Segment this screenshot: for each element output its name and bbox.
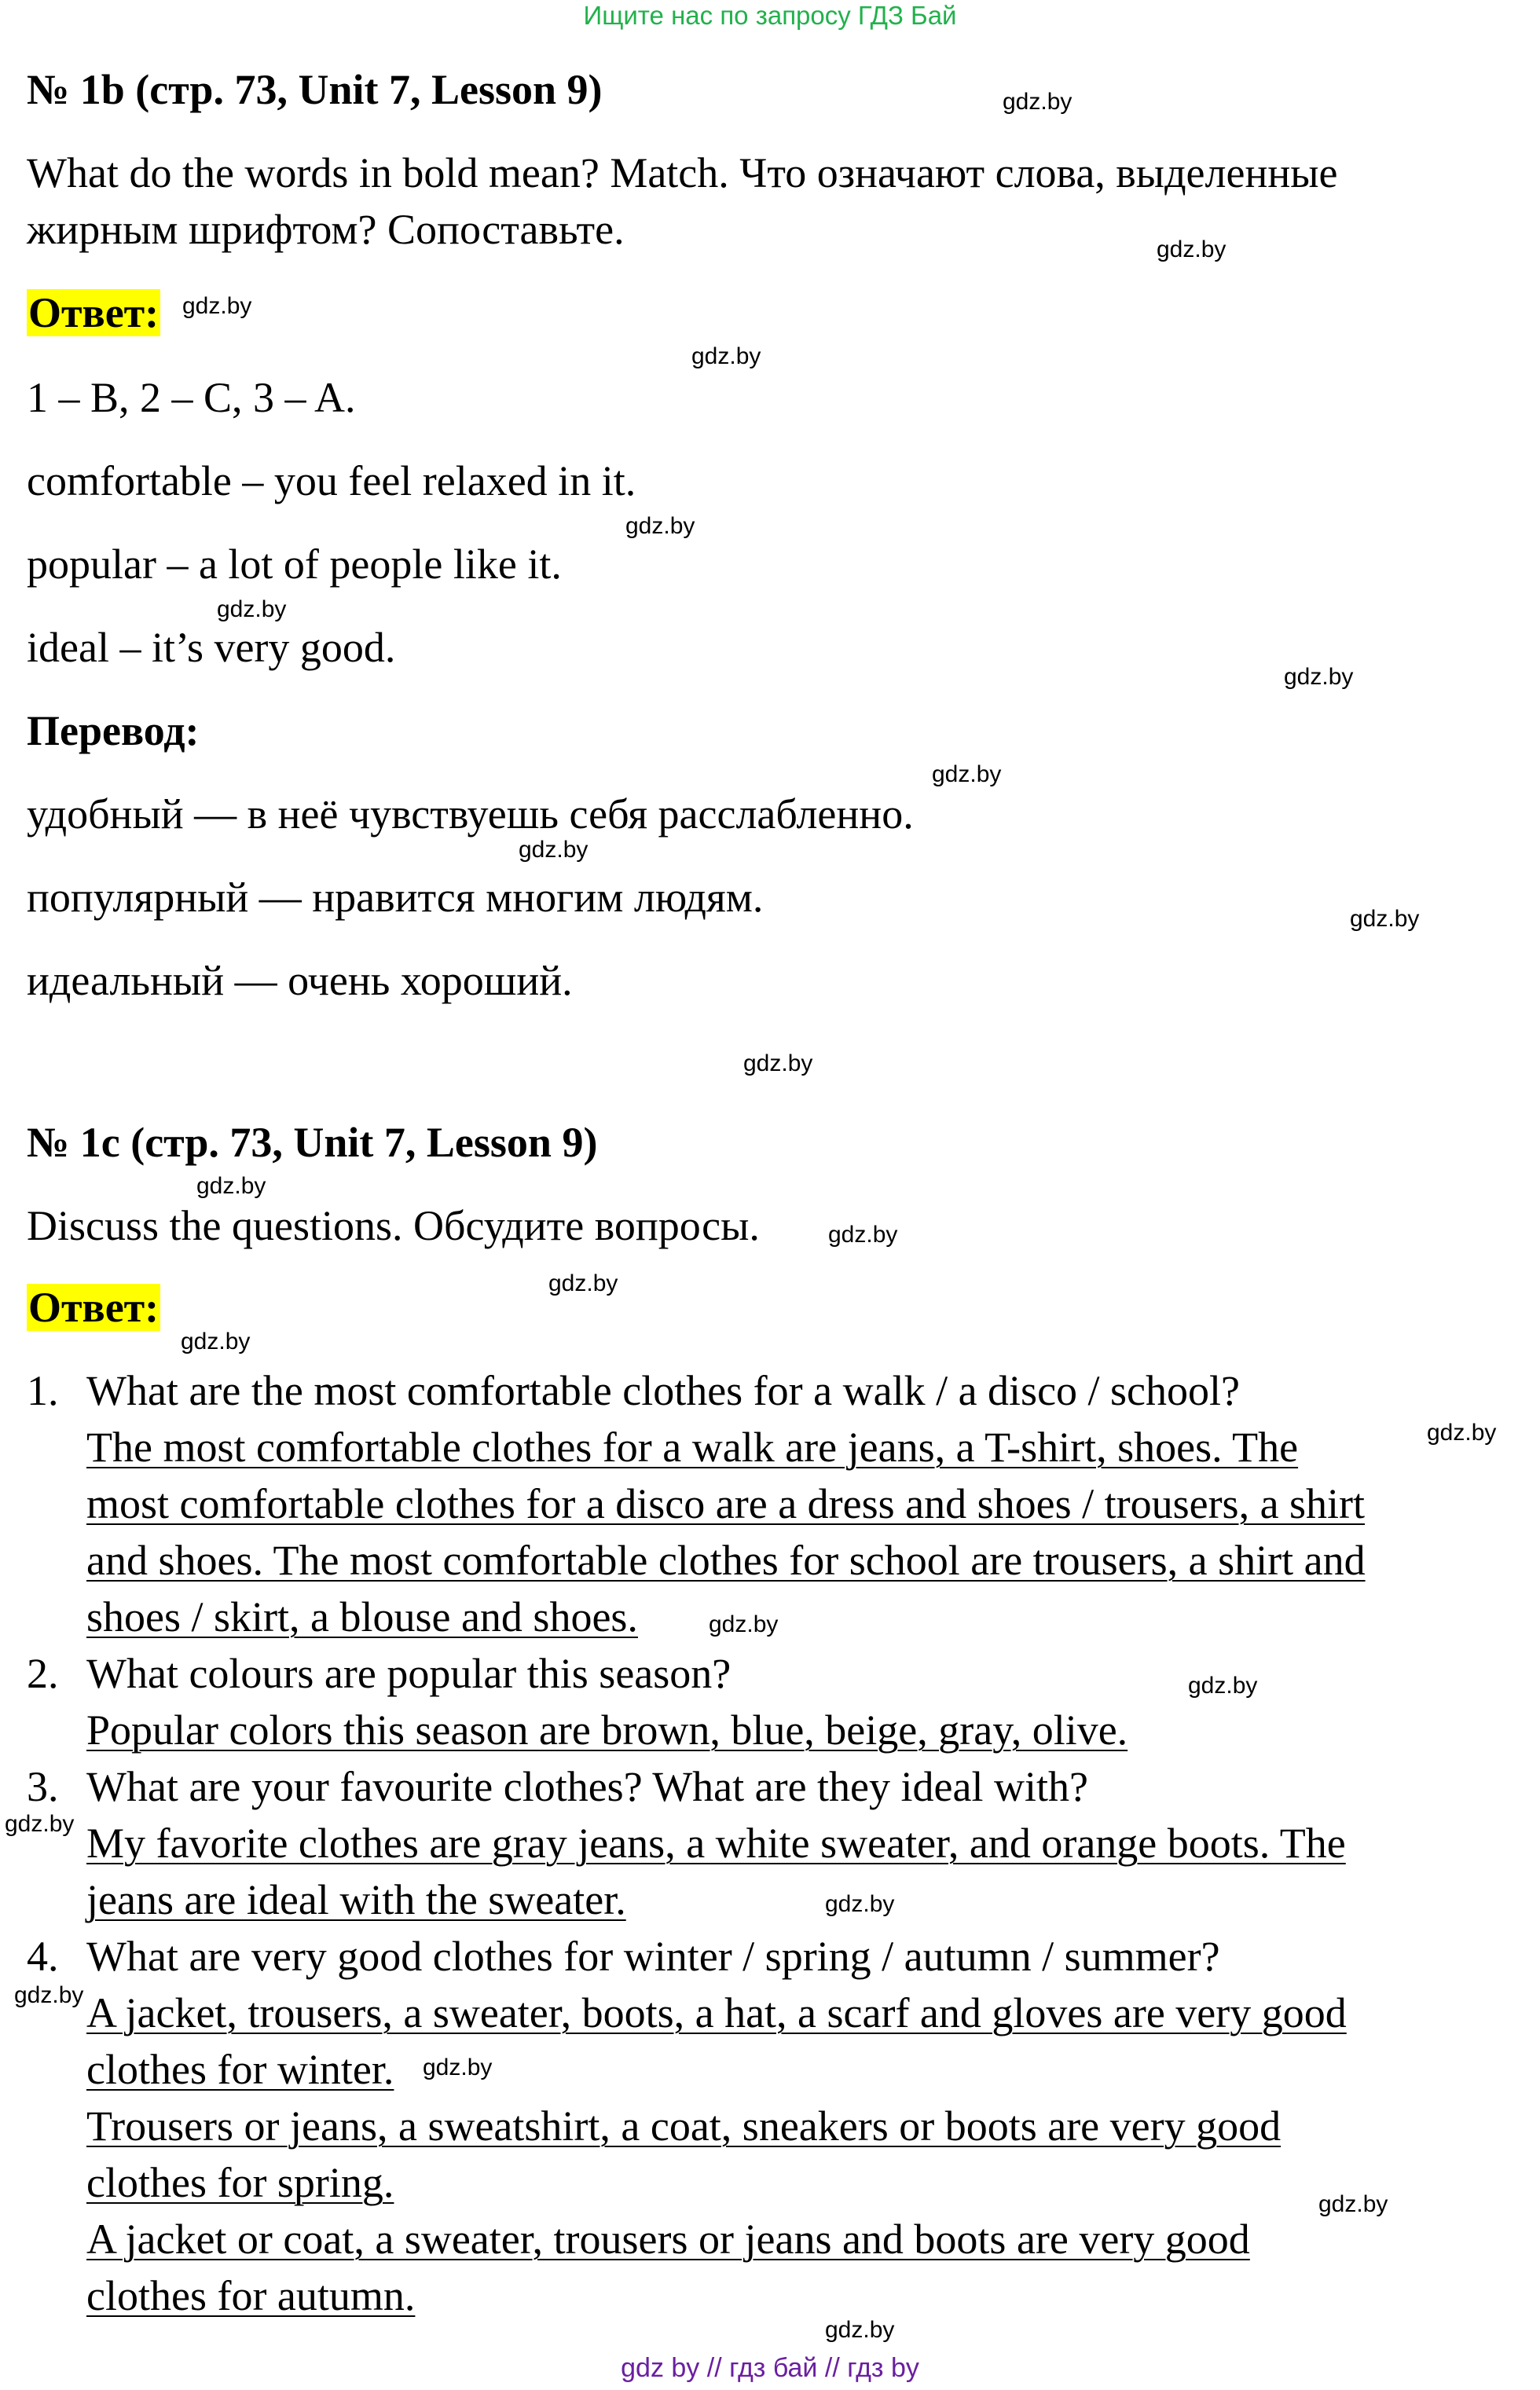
definition-popular: popular – a lot of people like it. [27, 541, 562, 588]
exercise-1b-title: № 1b (стр. 73, Unit 7, Lesson 9) [27, 66, 603, 113]
watermark: gdz.by [217, 596, 287, 622]
watermark: gdz.by [1427, 1420, 1497, 1446]
answer-4-line: clothes for spring. [86, 2159, 394, 2206]
answer-1-line: and shoes. The most comfortable clothes for school are trousers, a shirt and [86, 1537, 1366, 1584]
answer-1-line: most comfortable clothes for a disco are a dress and shoes / trousers, a shirt [86, 1480, 1366, 1527]
top-banner[interactable]: Ищите нас по запросу ГДЗ Бай [583, 1, 957, 30]
answer-3-line: My favorite clothes are gray jeans, a white sweater, and orange boots. The [86, 1820, 1346, 1867]
item-number: 3. [27, 1763, 59, 1810]
translation-popular: популярный — нравится многим людям. [27, 874, 764, 921]
translation-comfortable: удобный — в неё чувствуешь себя расслабленно. [27, 790, 914, 838]
exercise-1c-instruction: Discuss the questions. Обсудите вопросы. [27, 1202, 760, 1249]
exercise-1b-instruction-line-2: жирным шрифтом? Сопоставьте. [27, 206, 625, 253]
item-number: 2. [27, 1650, 59, 1697]
answer-3-line: jeans are ideal with the sweater. [86, 1876, 626, 1923]
exercise-1c-answer-label [27, 1284, 160, 1331]
answer-1-line: shoes / skirt, a blouse and shoes. [86, 1593, 638, 1640]
question-2: What colours are popular this season? [86, 1650, 732, 1697]
definition-ideal: ideal – it’s very good. [27, 624, 396, 671]
watermark: gdz.by [14, 1982, 84, 2008]
watermark: gdz.by [709, 1611, 779, 1637]
exercise-1c-title: № 1c (стр. 73, Unit 7, Lesson 9) [27, 1119, 598, 1166]
translation-label: Перевод: [27, 707, 200, 754]
answer-4-line: clothes for winter. [86, 2046, 394, 2093]
footer-links[interactable]: gdz by // гдз бай // гдз by [621, 2353, 919, 2383]
answer-1-line: The most comfortable clothes for a walk are jeans, a T-shirt, shoes. The [86, 1424, 1299, 1471]
watermark: gdz.by [519, 837, 588, 863]
question-3: What are your favourite clothes? What are they ideal with? [86, 1763, 1088, 1810]
answer-label-highlight: Ответ: [28, 289, 160, 336]
question-1: What are the most comfortable clothes for a walk / a disco / school? [86, 1367, 1240, 1414]
watermark: gdz.by [1284, 664, 1354, 690]
answer-4-line: A jacket or coat, a sweater, trousers or jeans and boots are very good [86, 2216, 1250, 2263]
exercise-1b-answer: 1 – B, 2 – C, 3 – A. [27, 374, 356, 421]
answer-4-line: Trousers or jeans, a sweatshirt, a coat, sneakers or boots are very good [86, 2102, 1282, 2150]
translation-ideal: идеальный — очень хороший. [27, 957, 573, 1004]
watermark: gdz.by [196, 1173, 266, 1199]
item-number: 4. [27, 1933, 59, 1980]
watermark: gdz.by [5, 1811, 75, 1837]
item-number: 1. [27, 1367, 59, 1414]
watermark: gdz.by [548, 1270, 618, 1296]
watermark: gdz.by [828, 1222, 898, 1248]
answer-4-line: A jacket, trousers, a sweater, boots, a hat, a scarf and gloves are very good [86, 1989, 1347, 2036]
watermark: gdz.by [743, 1050, 813, 1076]
watermark: gdz.by [625, 513, 695, 539]
answer-label-highlight: Ответ: [28, 1284, 160, 1331]
watermark: gdz.by [1350, 906, 1420, 932]
watermark: gdz.by [825, 1891, 895, 1917]
watermark: gdz.by [182, 293, 252, 319]
exercise-1b-instruction-line-1: What do the words in bold mean? Match. Что означают слова, выделенные [27, 149, 1338, 196]
exercise-1b-answer-label [27, 289, 160, 336]
watermark: gdz.by [691, 343, 761, 369]
question-4: What are very good clothes for winter / spring / autumn / summer? [86, 1933, 1220, 1980]
watermark: gdz.by [1003, 89, 1072, 115]
answer-2-line: Popular colors this season are brown, blue, beige, gray, olive. [86, 1706, 1128, 1754]
watermark: gdz.by [1188, 1673, 1258, 1699]
watermark: gdz.by [181, 1329, 251, 1354]
definition-comfortable: comfortable – you feel relaxed in it. [27, 457, 636, 504]
watermark: gdz.by [423, 2055, 493, 2080]
watermark: gdz.by [1157, 236, 1226, 262]
watermark: gdz.by [1318, 2191, 1388, 2217]
watermark: gdz.by [825, 2317, 895, 2343]
answer-4-line: clothes for autumn. [86, 2272, 416, 2319]
watermark: gdz.by [932, 761, 1002, 787]
